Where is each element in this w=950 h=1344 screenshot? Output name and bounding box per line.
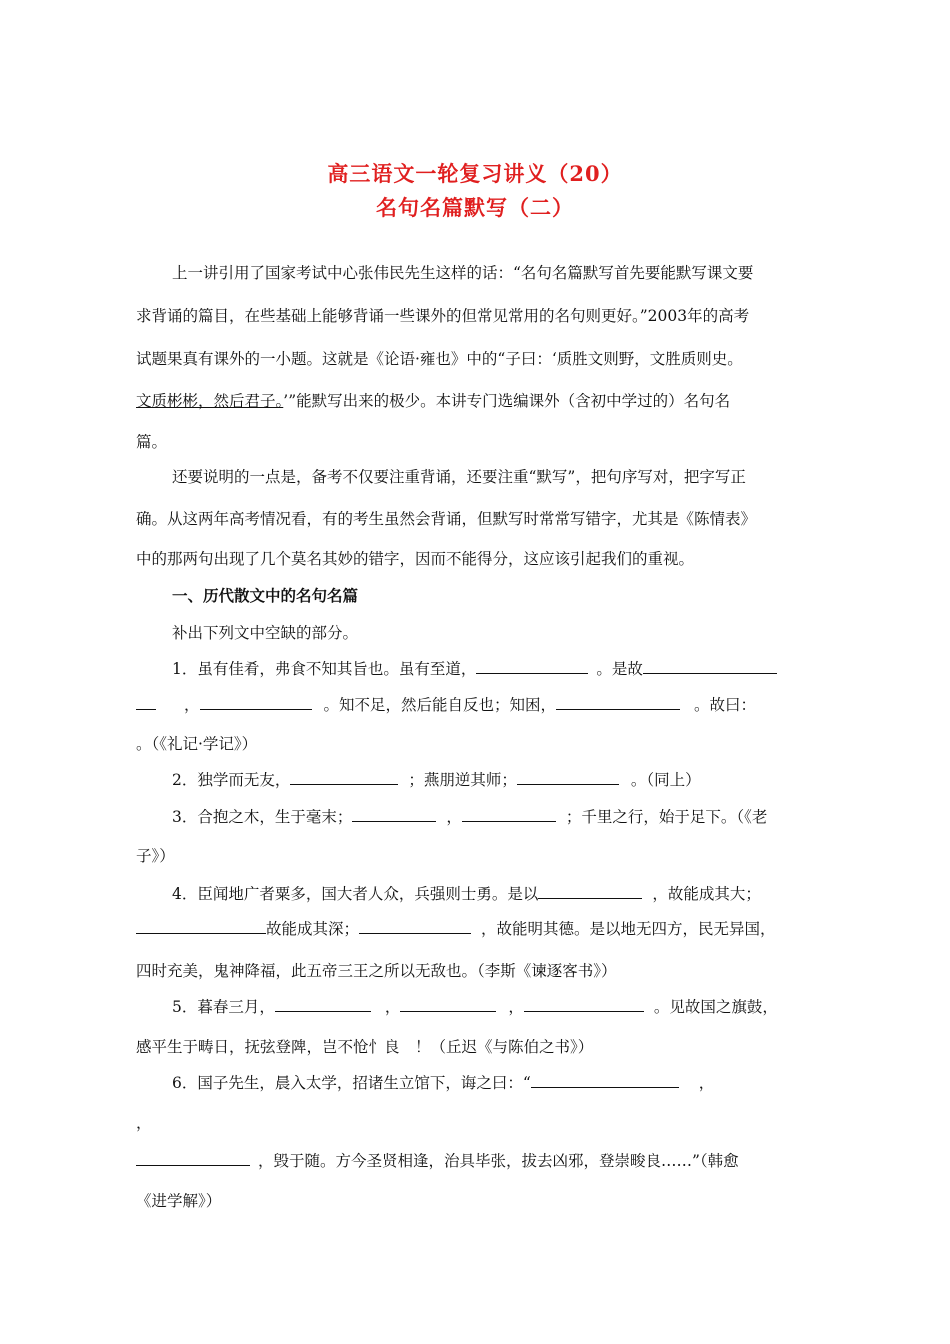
question-6-line-1: 6．国子先生，晨入太学，招诸生立馆下，诲之曰：“ ， bbox=[172, 1074, 715, 1092]
answer-blank[interactable] bbox=[136, 695, 156, 710]
question-1-line-1: 1．虽有佳肴，弗食不知其旨也。虽有至道， 。是故 bbox=[172, 658, 816, 680]
answer-blank[interactable] bbox=[524, 997, 644, 1012]
question-5-line-2: 感平生于畴日，抚弦登陴，岂不怆忄良 ！（丘迟《与陈伯之书》） bbox=[136, 1038, 594, 1056]
answer-blank[interactable] bbox=[136, 919, 266, 934]
intro-line-5: 篇。 bbox=[136, 433, 168, 451]
question-1-line-3: 。（《礼记·学记》） bbox=[136, 735, 258, 753]
answer-blank[interactable] bbox=[136, 1151, 250, 1166]
answer-blank[interactable] bbox=[517, 770, 619, 785]
underlined-quote: 文质彬彬，然后君子。 bbox=[136, 392, 284, 410]
intro-line-4: 文质彬彬，然后君子。’”能默写出来的极少。本讲专门选编课外（含初中学过的）名句名 bbox=[136, 392, 731, 410]
answer-blank[interactable] bbox=[352, 807, 436, 822]
question-6-line-2: ， bbox=[136, 1114, 152, 1132]
answer-blank[interactable] bbox=[476, 659, 588, 674]
answer-blank[interactable] bbox=[200, 695, 312, 710]
answer-blank[interactable] bbox=[359, 919, 471, 934]
question-3-line-1: 3．合抱之木，生于毫末； ， ；千里之行，始于足下。（《老 bbox=[172, 808, 768, 826]
answer-blank[interactable] bbox=[290, 770, 398, 785]
question-4-line-1: 4．臣闻地广者粟多，国大者人众，兵强则士勇。是以 ，故能成其大； bbox=[172, 885, 761, 903]
question-6-line-3: ，毁于随。方今圣贤相逢，治具毕张，拔去凶邪，登崇畯良……”（韩愈 bbox=[136, 1150, 816, 1172]
question-3-line-2: 子》） bbox=[136, 847, 175, 865]
note-line-3: 中的那两句出现了几个莫名其妙的错字，因而不能得分，这应该引起我们的重视。 bbox=[136, 550, 695, 568]
intro-line-1: 上一讲引用了国家考试中心张伟民先生这样的话：“名句名篇默写首先要能默写课文要 bbox=[172, 264, 754, 282]
question-4-line-3: 四时充美，鬼神降福，此五帝三王之所以无敌也。（李斯《谏逐客书》） bbox=[136, 962, 617, 980]
question-5-line-1: 5．暮春三月， ， ， 。见故国之旗鼓， bbox=[172, 998, 778, 1016]
answer-blank[interactable] bbox=[556, 695, 680, 710]
answer-blank[interactable] bbox=[400, 997, 496, 1012]
answer-blank[interactable] bbox=[538, 884, 642, 899]
intro-line-2: 求背诵的篇目，在些基础上能够背诵一些课外的但常见常用的名句则更好。”2003年的高考 bbox=[136, 307, 750, 325]
question-6-line-4: 《进学解》） bbox=[136, 1192, 222, 1210]
answer-blank[interactable] bbox=[275, 997, 371, 1012]
section-heading: 一、历代散文中的名句名篇 bbox=[172, 586, 359, 605]
document-title: 高三语文一轮复习讲义（20） bbox=[327, 161, 623, 186]
answer-blank[interactable] bbox=[531, 1073, 679, 1088]
answer-blank[interactable] bbox=[462, 807, 556, 822]
note-line-1: 还要说明的一点是，备考不仅要注重背诵，还要注重“默写”，把句序写对，把字写正 bbox=[172, 468, 746, 486]
answer-blank[interactable] bbox=[643, 659, 777, 674]
question-2: 2．独学而无友， ；燕朋逆其师； 。（同上） bbox=[172, 771, 701, 789]
intro-line-3: 试题果真有课外的一小题。这就是《论语·雍也》中的“子曰：‘质胜文则野，文胜质则史。 bbox=[136, 350, 743, 368]
instruction: 补出下列文中空缺的部分。 bbox=[172, 624, 359, 642]
question-1-line-2: ， 。知不足，然后能自反也；知困， 。故曰： bbox=[136, 694, 816, 716]
document-subtitle: 名句名篇默写（二） bbox=[376, 195, 574, 220]
question-4-line-2: 故能成其深； ，故能明其德。是以地无四方，民无异国， bbox=[136, 918, 816, 940]
note-line-2: 确。从这两年高考情况看，有的考生虽然会背诵，但默写时常常写错字，尤其是《陈情表》 bbox=[136, 510, 757, 528]
